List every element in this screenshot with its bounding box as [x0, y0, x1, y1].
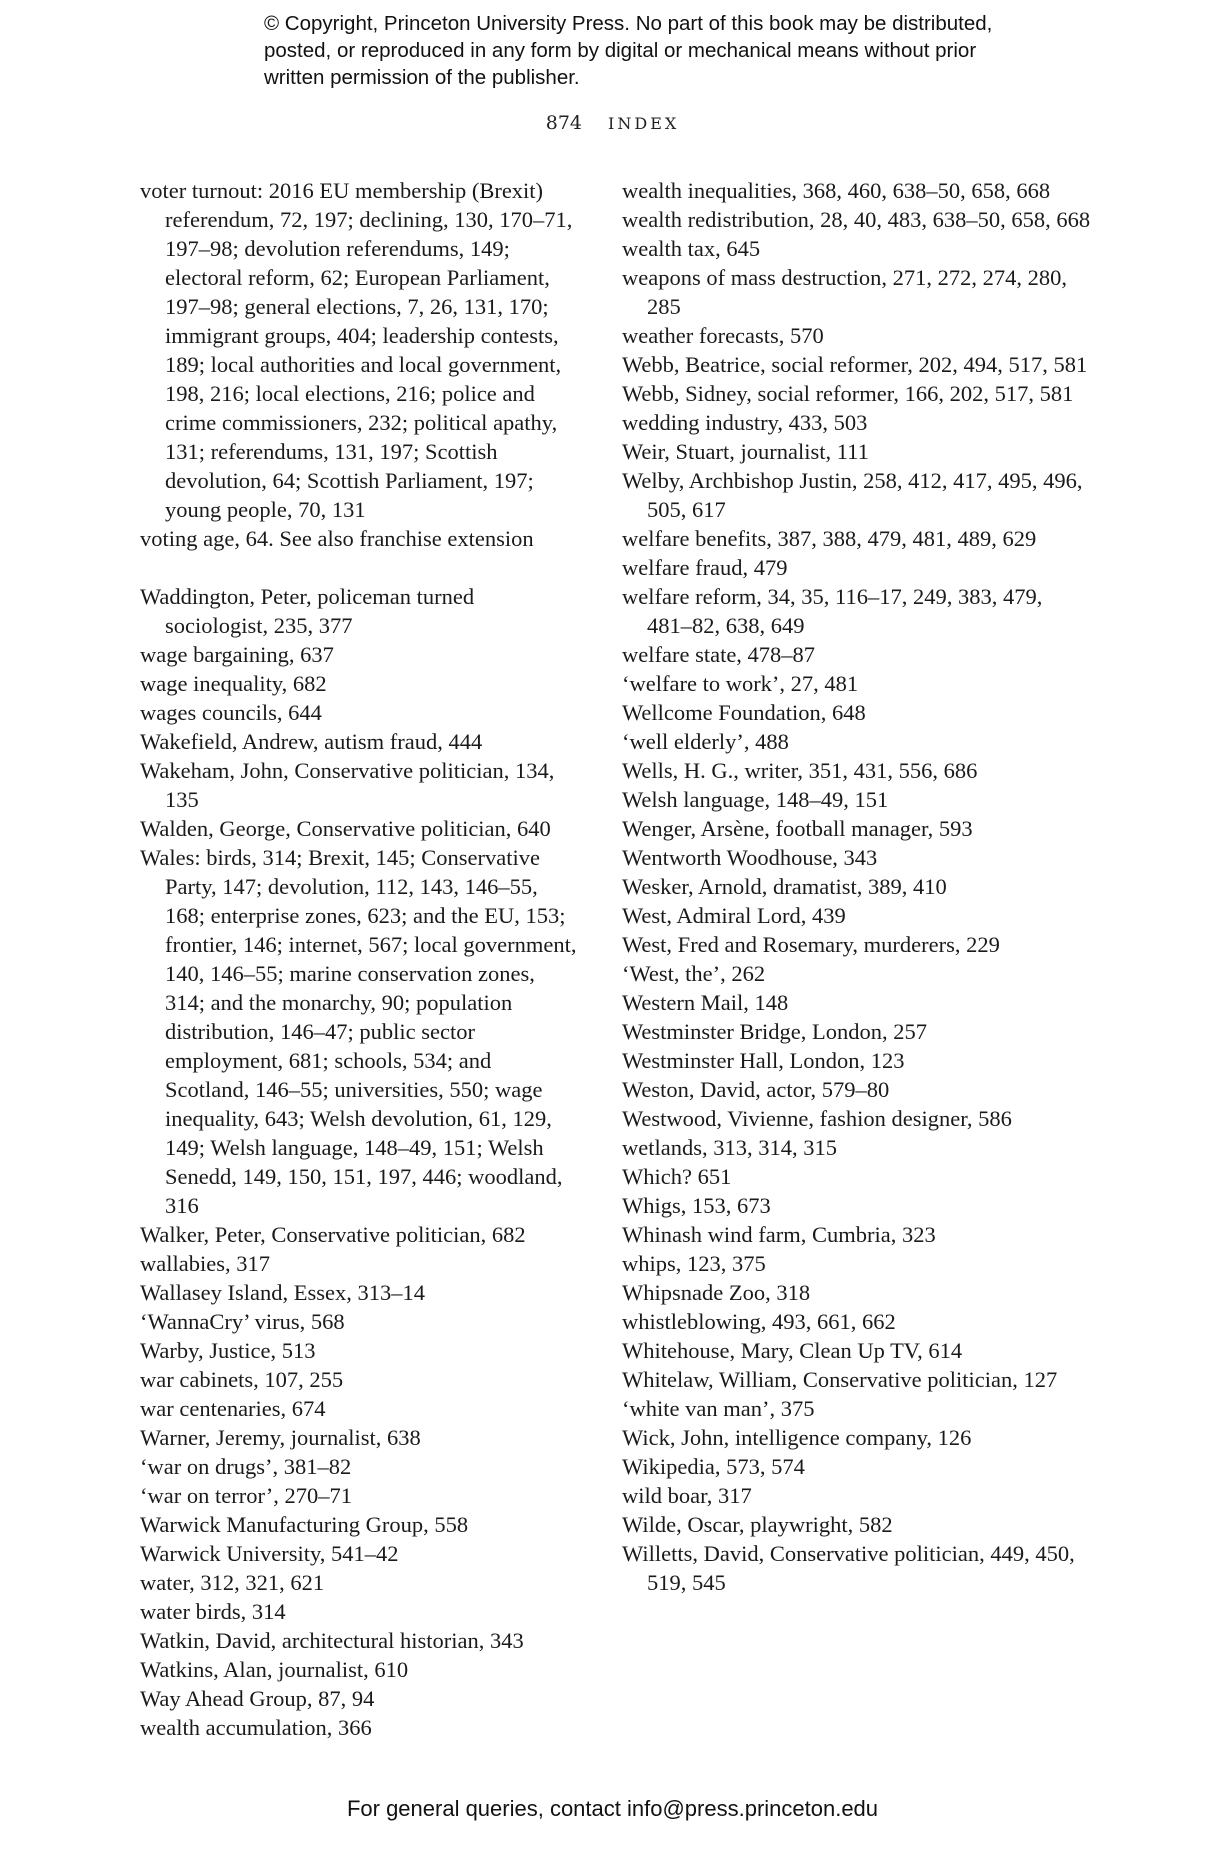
index-entry: Way Ahead Group, 87, 94: [140, 1686, 375, 1711]
index-entry: West, Fred and Rosemary, murderers, 229: [622, 932, 1000, 957]
index-entry: ‘WannaCry’ virus, 568: [140, 1309, 345, 1334]
index-entry: war centenaries, 674: [140, 1396, 326, 1421]
index-entry: ‘war on drugs’, 381–82: [140, 1454, 352, 1479]
index-entry: Watkins, Alan, journalist, 610: [140, 1657, 409, 1682]
index-entry: Walker, Peter, Conservative politician, 682: [140, 1222, 526, 1247]
running-head: [0, 112, 1225, 134]
index-entry: Westwood, Vivienne, fashion designer, 586: [622, 1106, 1012, 1131]
index-entry: West, Admiral Lord, 439: [622, 903, 846, 928]
index-entry: whips, 123, 375: [622, 1251, 766, 1276]
index-entry: wage inequality, 682: [140, 671, 327, 696]
index-entry: welfare fraud, 479: [622, 555, 788, 580]
index-entry: Weston, David, actor, 579–80: [622, 1077, 890, 1102]
index-entry: wedding industry, 433, 503: [622, 410, 868, 435]
index-entry: weapons of mass destruction, 271, 272, 274, 280, 285: [622, 265, 1067, 319]
index-entry: Whinash wind farm, Cumbria, 323: [622, 1222, 936, 1247]
index-entry: wetlands, 313, 314, 315: [622, 1135, 837, 1160]
index-entry: Westminster Bridge, London, 257: [622, 1019, 928, 1044]
index-entry: Wilde, Oscar, playwright, 582: [622, 1512, 893, 1537]
index-entry: Wellcome Foundation, 648: [622, 700, 866, 725]
index-entry: Webb, Sidney, social reformer, 166, 202, 517, 581: [622, 381, 1074, 406]
index-entry: wealth redistribution, 28, 40, 483, 638–50, 658, 668: [622, 207, 1091, 232]
index-entry: Waddington, Peter, policeman turned sociologist, 235, 377: [140, 584, 475, 638]
index-entry: Wakefield, Andrew, autism fraud, 444: [140, 729, 483, 754]
index-entry: wealth inequalities, 368, 460, 638–50, 658, 668: [622, 178, 1051, 203]
index-entry: Welby, Archbishop Justin, 258, 412, 417, 495, 496, 505, 617: [622, 468, 1083, 522]
index-entry: Wesker, Arnold, dramatist, 389, 410: [622, 874, 947, 899]
index-entry: Wells, H. G., writer, 351, 431, 556, 686: [622, 758, 978, 783]
index-entry: Warby, Justice, 513: [140, 1338, 316, 1363]
index-entry: voter turnout: 2016 EU membership (Brexit) referendum, 72, 197; declining, 130, 170–71, 197–98; devolution referendums, 149; electoral reform, 62; European Parliament, 197–98; general elections, 7, 26, 131, 170; immigrant groups, 404; leadership contests, 189; local authorities and local government, 198, 216; local elections, 216; police and crime commissioners, 232; political apathy, 131; referendums, 131, 197; Scottish devolution, 64; Scottish Parliament, 197; young people, 70, 131: [140, 178, 573, 522]
index-entry: Which? 651: [622, 1164, 732, 1189]
index-entry: Wakeham, John, Conservative politician, 134, 135: [140, 758, 555, 812]
index-entry: ‘war on terror’, 270–71: [140, 1483, 353, 1508]
index-entry: ‘white van man’, 375: [622, 1396, 815, 1421]
index-entry: Whitelaw, William, Conservative politician, 127: [622, 1367, 1058, 1392]
index-entry: Whitehouse, Mary, Clean Up TV, 614: [622, 1338, 963, 1363]
index-entry: Warner, Jeremy, journalist, 638: [140, 1425, 421, 1450]
index-column-right: [622, 176, 1092, 1597]
index-entry: voting age, 64. See also franchise extension: [140, 526, 534, 551]
index-entry: Whigs, 153, 673: [622, 1193, 771, 1218]
index-entry: Walden, George, Conservative politician, 640: [140, 816, 551, 841]
contact-footer: For general queries, contact info@press.princeton.edu: [346, 1796, 879, 1821]
index-entry: Welsh language, 148–49, 151: [622, 787, 889, 812]
index-entry: Wenger, Arsène, football manager, 593: [622, 816, 973, 841]
index-entry: Wick, John, intelligence company, 126: [622, 1425, 972, 1450]
index-entry: wage bargaining, 637: [140, 642, 334, 667]
index-column-left: [140, 176, 580, 1742]
index-entry: wealth tax, 645: [622, 236, 761, 261]
index-entry: Weir, Stuart, journalist, 111: [622, 439, 869, 464]
index-entry: wild boar, 317: [622, 1483, 752, 1508]
index-entry: Western Mail, 148: [622, 990, 789, 1015]
index-entry: war cabinets, 107, 255: [140, 1367, 344, 1392]
index-entry: wealth accumulation, 366: [140, 1715, 372, 1740]
index-entry: Willetts, David, Conservative politician, 449, 450, 519, 545: [622, 1541, 1075, 1595]
index-entry: ‘well elderly’, 488: [622, 729, 789, 754]
copyright-notice: © Copyright, Princeton University Press. No part of this book may be distributed, posted, or reproduced in any form by digital or mechanical means without prior written permission of the publisher.: [264, 12, 993, 89]
index-entry: Watkin, David, architectural historian, 343: [140, 1628, 524, 1653]
index-entry: welfare benefits, 387, 388, 479, 481, 489, 629: [622, 526, 1037, 551]
index-entry: welfare state, 478–87: [622, 642, 816, 667]
index-entry: Wentworth Woodhouse, 343: [622, 845, 878, 870]
index-entry: water, 312, 321, 621: [140, 1570, 325, 1595]
index-entry: Wales: birds, 314; Brexit, 145; Conservative Party, 147; devolution, 112, 143, 146–55, 168; enterprise zones, 623; and the EU, 153; frontier, 146; internet, 567; local government, 140, 146–55; marine conservation zones, 314; and the monarchy, 90; population distribution, 146–47; public sector employment, 681; schools, 534; and Scotland, 146–55; universities, 550; wage inequality, 643; Welsh devolution, 61, 129, 149; Welsh language, 148–49, 151; Welsh Senedd, 149, 150, 151, 197, 446; woodland, 316: [140, 845, 577, 1218]
page-number: 874: [545, 112, 582, 134]
index-entry: whistleblowing, 493, 661, 662: [622, 1309, 896, 1334]
index-entry: Whipsnade Zoo, 318: [622, 1280, 811, 1305]
index-entry: Warwick University, 541–42: [140, 1541, 399, 1566]
index-entry: Wallasey Island, Essex, 313–14: [140, 1280, 426, 1305]
index-entry: welfare reform, 34, 35, 116–17, 249, 383, 479, 481–82, 638, 649: [622, 584, 1043, 638]
index-entry: weather forecasts, 570: [622, 323, 824, 348]
index-entry: water birds, 314: [140, 1599, 286, 1624]
index-entry: Wikipedia, 573, 574: [622, 1454, 805, 1479]
running-title: INDEX: [608, 114, 680, 133]
index-entry: ‘West, the’, 262: [622, 961, 766, 986]
index-entry: wallabies, 317: [140, 1251, 270, 1276]
index-entry: Webb, Beatrice, social reformer, 202, 494, 517, 581: [622, 352, 1088, 377]
index-entry: Westminster Hall, London, 123: [622, 1048, 905, 1073]
letter-group-gap: [140, 553, 580, 582]
index-entry: ‘welfare to work’, 27, 481: [622, 671, 859, 696]
index-entry: wages councils, 644: [140, 700, 322, 725]
index-entry: Warwick Manufacturing Group, 558: [140, 1512, 469, 1537]
